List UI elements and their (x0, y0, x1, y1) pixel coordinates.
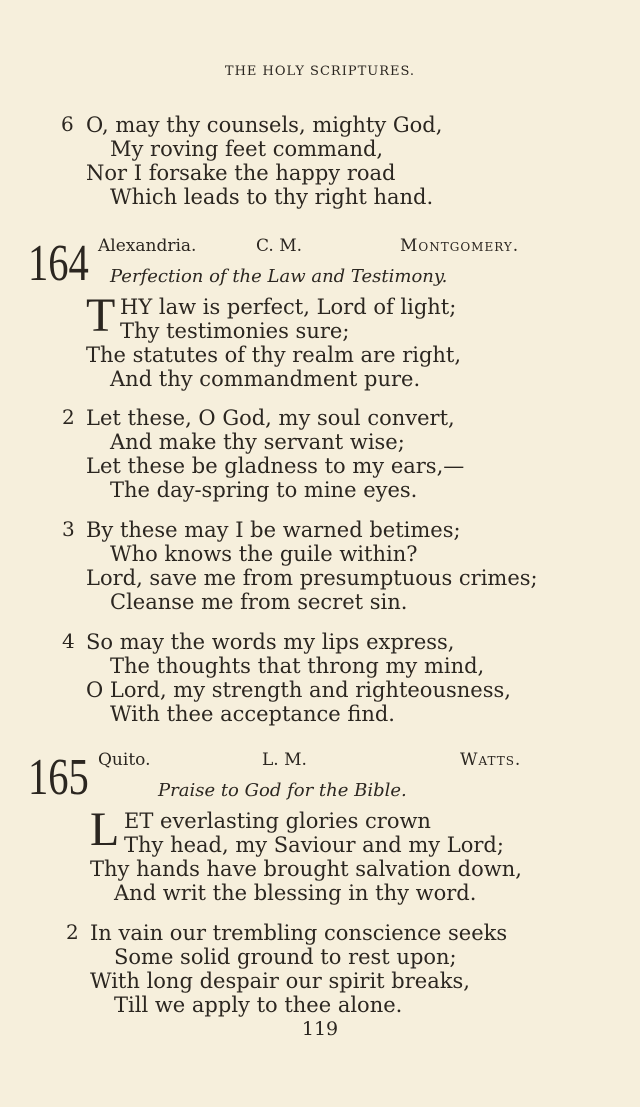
verse-line: With long despair our spirit breaks, (90, 969, 470, 993)
verse-line: Let these, O God, my soul convert, (86, 406, 455, 430)
verse-line: The thoughts that throng my mind, (110, 654, 485, 678)
verse-line: And make thy servant wise; (110, 430, 405, 454)
verse-line: Cleanse me from secret sin. (110, 590, 408, 614)
verse-number: 4 (62, 629, 75, 653)
author-name: Montgomery. (400, 236, 520, 256)
verse-line: Some solid ground to rest upon; (114, 945, 457, 969)
verse-line: Thy hands have brought salvation down, (90, 857, 522, 881)
hymn-number: 165 (28, 749, 89, 806)
verse-line: Who knows the guile within? (110, 542, 418, 566)
verse-line: Let these be gladness to my ears,— (86, 454, 465, 478)
verse-line: And writ the blessing in thy word. (114, 881, 477, 905)
verse-line: Lord, save me from presumptuous crimes; (86, 566, 538, 590)
verse-line: ET everlasting glories crown (124, 809, 431, 833)
verse-line: My roving feet command, (110, 137, 384, 161)
verse-line: Thy testimonies sure; (120, 319, 350, 343)
verse-line: In vain our trembling conscience seeks (90, 921, 508, 945)
verse-number: 3 (62, 517, 75, 541)
verse-number: 2 (62, 405, 75, 429)
verse-number: 2 (66, 920, 79, 944)
verse-line: With thee acceptance find. (110, 702, 395, 726)
verse-line: The day-spring to mine eyes. (110, 478, 418, 502)
verse-line: Till we apply to thee alone. (114, 993, 403, 1017)
verse-line: O Lord, my strength and righteousness, (86, 678, 511, 702)
verse-line: And thy commandment pure. (110, 367, 421, 391)
verse-line: Nor I forsake the happy road (86, 161, 396, 185)
hymn-subtitle: Praise to God for the Bible. (158, 780, 407, 801)
tune-name: Quito. (98, 750, 151, 770)
verse-line: So may the words my lips express, (86, 630, 455, 654)
verse-line: HY law is perfect, Lord of light; (120, 295, 457, 319)
running-head: THE HOLY SCRIPTURES. (224, 64, 416, 79)
author-name: Watts. (460, 750, 522, 770)
meter: L. M. (262, 750, 307, 770)
verse-number: 6 (61, 112, 74, 136)
meter: C. M. (256, 236, 303, 256)
drop-capital: T (86, 289, 116, 342)
tune-name: Alexandria. (98, 236, 197, 256)
verse-line: The statutes of thy realm are right, (86, 343, 462, 367)
verse-line: Thy head, my Saviour and my Lord; (124, 833, 504, 857)
drop-capital: L (90, 803, 120, 856)
verse-line: O, may thy counsels, mighty God, (86, 113, 443, 137)
hymn-number: 164 (28, 235, 89, 292)
verse-line: By these may I be warned betimes; (86, 518, 461, 542)
hymn-subtitle: Perfection of the Law and Testimony. (110, 266, 448, 287)
page-number: 119 (301, 1018, 339, 1040)
verse-line: Which leads to thy right hand. (110, 185, 434, 209)
